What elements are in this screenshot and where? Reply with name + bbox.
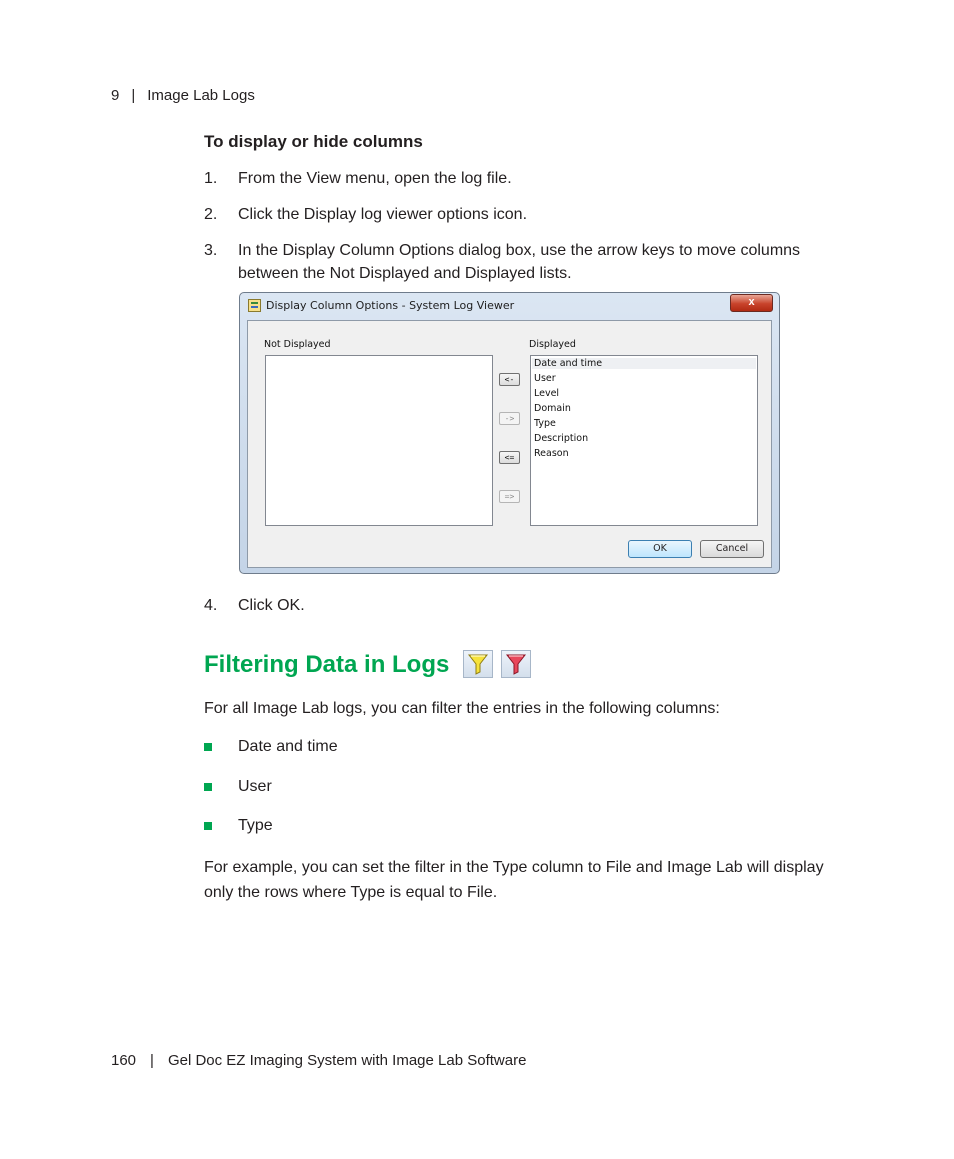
move-all-left-button[interactable]: <= (499, 451, 520, 464)
bullet-text: Type (238, 817, 273, 834)
list-item[interactable]: Domain (534, 403, 571, 414)
displayed-label: Displayed (529, 339, 576, 350)
filter-icon (463, 650, 493, 678)
clear-filter-icon (501, 650, 531, 678)
step-number: 2. (204, 206, 218, 223)
subheading: To display or hide columns (204, 132, 423, 151)
bullet-square (204, 822, 212, 830)
list-item[interactable]: Reason (534, 448, 569, 459)
bullet-item (204, 738, 338, 756)
bullet-square (204, 783, 212, 791)
not-displayed-label: Not Displayed (264, 339, 331, 350)
cancel-button[interactable]: Cancel (700, 540, 764, 558)
step-number: 4. (204, 597, 218, 614)
step-4 (204, 594, 844, 617)
header-page-section: 9 (111, 87, 120, 104)
close-button[interactable]: x (730, 294, 773, 312)
intro-paragraph: For all Image Lab logs, you can filter the entries in the following columns: (204, 700, 720, 717)
step-text: Click the Display log viewer options icon. (238, 206, 528, 223)
step-text: Click OK. (238, 597, 305, 614)
dialog-titlebar (240, 293, 779, 319)
footer-page-number: 160 (111, 1052, 137, 1069)
step-3 (204, 239, 844, 285)
footer-book-title: Gel Doc EZ Imaging System with Image Lab Software (167, 1052, 527, 1069)
dialog-client-area (247, 320, 772, 568)
move-right-button[interactable]: -> (499, 412, 520, 425)
header-separator: | (131, 87, 136, 104)
step-1 (204, 167, 844, 190)
dialog-app-icon (248, 299, 261, 312)
move-all-right-button[interactable]: => (499, 490, 520, 503)
bullet-item (204, 817, 273, 835)
step-number: 3. (204, 242, 218, 259)
list-item[interactable]: Date and time (532, 358, 756, 369)
section-heading: Filtering Data in Logs (204, 651, 450, 678)
bullet-text: Date and time (238, 738, 338, 755)
move-left-button[interactable]: <- (499, 373, 520, 386)
list-item[interactable]: Level (534, 388, 560, 399)
ok-button[interactable]: OK (628, 540, 692, 558)
display-column-options-dialog (239, 292, 780, 574)
list-item[interactable]: Description (534, 433, 589, 444)
step-text: From the View menu, open the log file. (238, 170, 512, 187)
list-item[interactable]: User (534, 373, 556, 384)
footer-separator: | (150, 1052, 154, 1069)
not-displayed-list[interactable] (265, 355, 493, 526)
running-header (111, 87, 255, 104)
page-footer (111, 1052, 526, 1069)
step-number: 1. (204, 170, 218, 187)
step-text: In the Display Column Options dialog box, use the arrow keys to move columns between the Not Displayed and Displayed lists. (238, 242, 801, 282)
step-2 (204, 203, 844, 226)
dialog-title: Display Column Options - System Log Viewer (266, 299, 515, 312)
displayed-list[interactable] (530, 355, 758, 526)
bullet-square (204, 743, 212, 751)
example-paragraph: For example, you can set the filter in the Type column to File and Image Lab will display only the rows where Type is equal to File. (204, 859, 824, 901)
list-item[interactable]: Type (534, 418, 556, 429)
bullet-text: User (238, 778, 272, 795)
bullet-item (204, 778, 272, 796)
header-section-title: Image Lab Logs (147, 87, 255, 104)
